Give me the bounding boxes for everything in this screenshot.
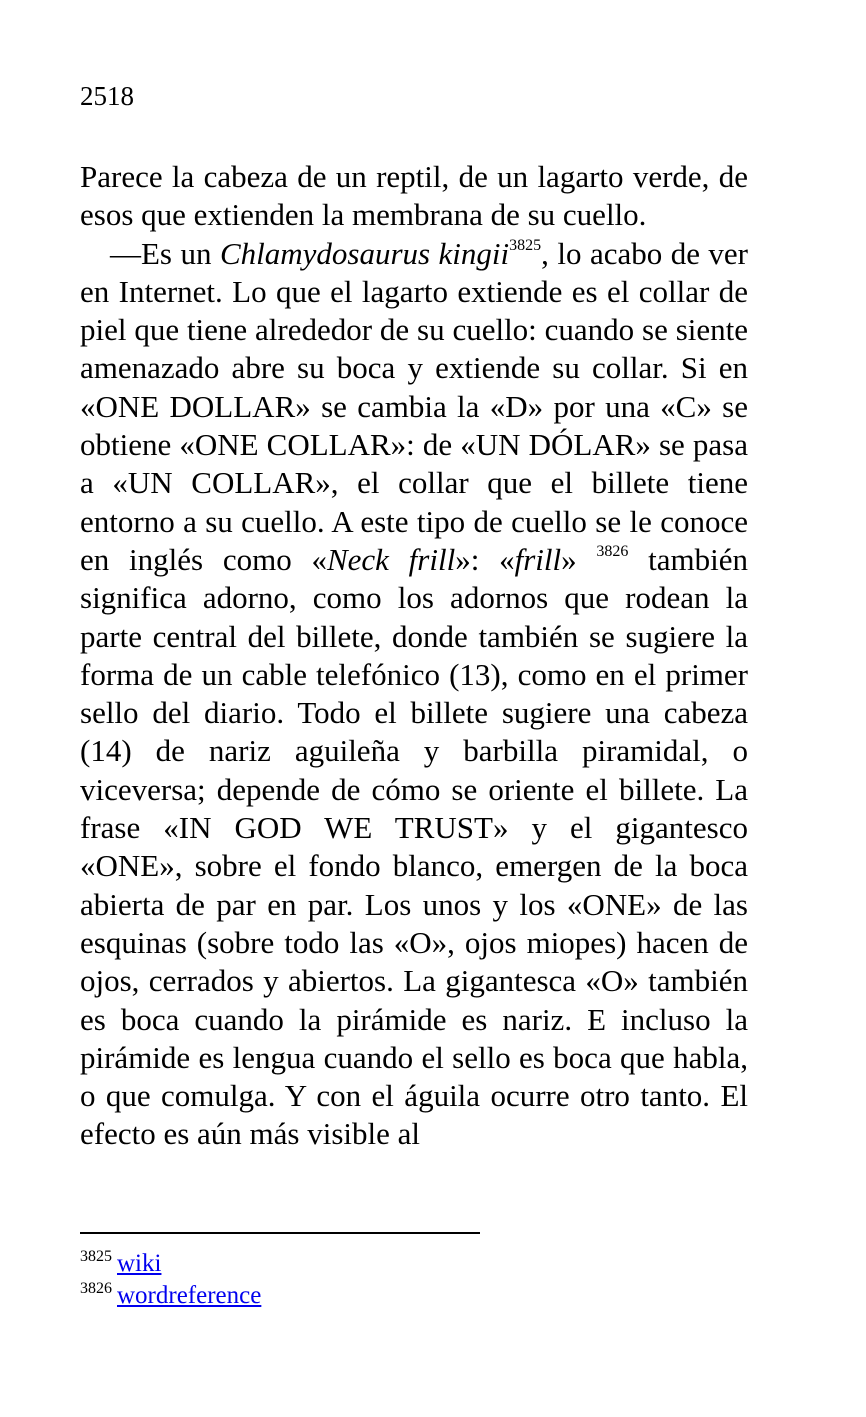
dialogue-dash-text: —Es un <box>110 235 220 271</box>
paragraph-1: Parece la cabeza de un reptil, de un lagarto verde, de esos que extienden la membrana de su cuello. <box>80 159 748 233</box>
page-number: 2518 <box>80 81 134 111</box>
paragraph-2-text-3: » <box>561 541 597 577</box>
paragraph-2-text-4: también significa adorno, como los adornos que rodean la parte central del billete, donde también se sugiere la forma de un cable telefónico (13), como en el primer sello del diario. Todo el billete sugiere una cabeza (14) de nariz aguileña y barbilla piramidal, o viceversa; depende de cómo se oriente el billete. La frase «IN GOD WE TRUST» y el gigantesco «ONE», sobre el fondo blanco, emergen de la boca abierta de par en par. Los unos y los «ONE» de las esquinas (sobre todo las «O», ojos miopes) hacen de ojos, cerrados y abiertos. La gigantesca «O» también es boca cuando la pirámide es nariz. E incluso la pirámide es lengua cuando el sello es boca que habla, o que comulga. Y con el águila ocurre otro tanto. El efecto es aún más visible al <box>80 541 748 1152</box>
footnote-3825 <box>80 1248 261 1280</box>
paragraph-2 <box>80 235 748 1154</box>
paragraph-2-text-1: , lo acabo de ver en Internet. Lo que el lagarto extiende es el collar de piel que tiene alrededor de su cuello: cuando se siente amenazado abre su boca y extiende su collar. Si en «ONE DOLLAR» se cambia la «D» por una «C» se obtiene «ONE COLLAR»: de «UN DÓLAR» se pasa a «UN COLLAR», el collar que el billete tiene entorno a su cuello. A este tipo de cuello se le conoce en inglés como « <box>80 235 748 577</box>
paragraph-2-text-2: »: « <box>455 541 515 577</box>
footnote-number: 3825 <box>80 1248 112 1265</box>
footnote-divider <box>80 1232 480 1234</box>
footnote-link-wiki[interactable]: wiki <box>117 1250 162 1277</box>
frill-term: frill <box>514 541 562 577</box>
neck-frill-term: Neck frill <box>326 541 456 577</box>
body-text <box>80 158 748 1154</box>
footnote-link-wordreference[interactable]: wordreference <box>117 1282 262 1309</box>
footnote-ref-3826[interactable]: 3826 <box>596 542 629 560</box>
species-name: Chlamydosaurus kingii <box>219 235 510 271</box>
footnote-number: 3826 <box>80 1280 112 1297</box>
footnote-3826 <box>80 1280 261 1312</box>
footnotes <box>80 1248 261 1312</box>
footnote-ref-3825[interactable]: 3825 <box>509 236 542 254</box>
